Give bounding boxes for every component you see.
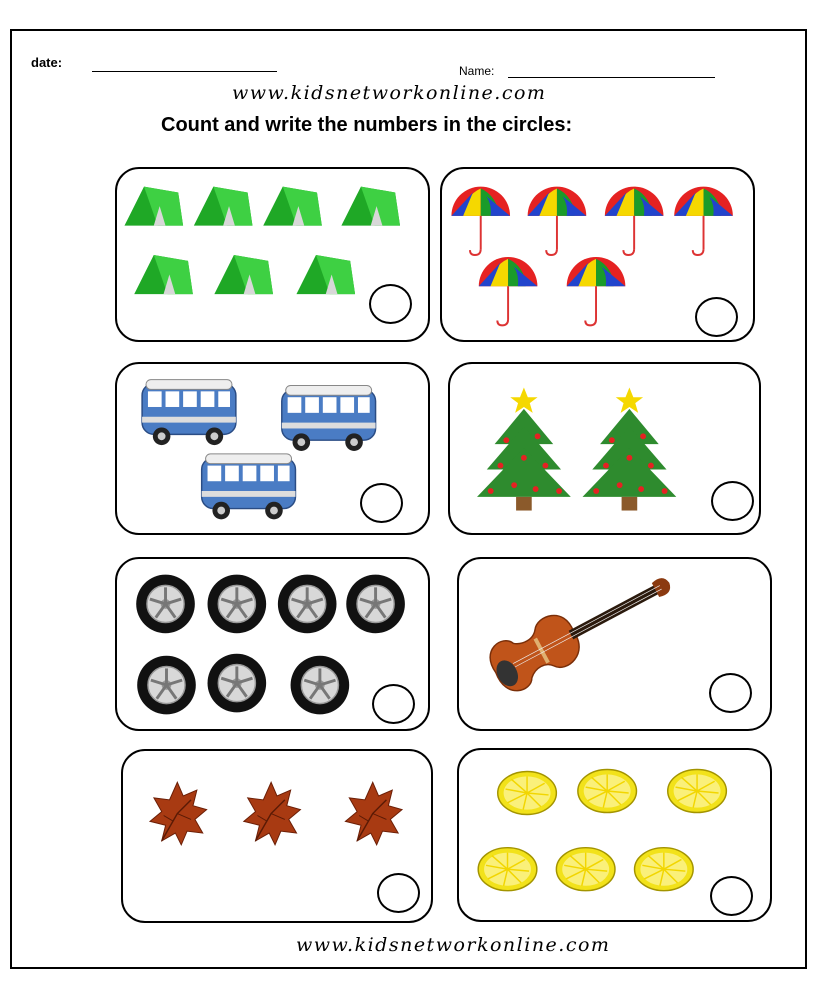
website-footer: www.kidsnetworkonline.com xyxy=(296,934,611,956)
tire-icon xyxy=(346,575,405,634)
card-leaves xyxy=(121,749,433,923)
umbrella-icon xyxy=(605,187,664,255)
tire-icon xyxy=(136,575,195,634)
tire-icon xyxy=(291,656,350,715)
card-umbrellas xyxy=(440,167,755,342)
date-field-line[interactable] xyxy=(92,71,277,72)
answer-circle[interactable] xyxy=(711,481,754,521)
christmas-tree-icon xyxy=(477,387,571,510)
tent-icon xyxy=(194,187,253,226)
lemon-slice-icon xyxy=(668,770,727,813)
lemon-slice-icon xyxy=(478,848,537,891)
name-label: Name: xyxy=(459,64,495,78)
answer-circle[interactable] xyxy=(377,873,420,913)
tire-icon xyxy=(137,656,196,715)
card-trees xyxy=(448,362,761,535)
umbrella-icon xyxy=(674,187,733,255)
tent-icon xyxy=(296,255,355,294)
christmas-tree-icon xyxy=(583,387,677,510)
tent-icon xyxy=(134,255,193,294)
tent-icon xyxy=(214,255,273,294)
lemon-slice-icon xyxy=(556,848,615,891)
van-icon xyxy=(202,454,296,519)
umbrella-icon xyxy=(451,187,510,255)
leaf-icon xyxy=(244,782,301,845)
answer-circle[interactable] xyxy=(710,876,753,916)
tire-icon xyxy=(208,575,267,634)
tire-icon xyxy=(208,654,267,713)
name-field-line[interactable] xyxy=(508,77,715,78)
website-header: www.kidsnetworkonline.com xyxy=(232,82,547,104)
answer-circle[interactable] xyxy=(372,684,415,724)
card-tents xyxy=(115,167,430,342)
card-violin xyxy=(457,557,772,731)
leaf-icon xyxy=(150,782,207,845)
tent-icon xyxy=(341,187,400,226)
lemon-slice-icon xyxy=(498,771,557,814)
tent-icon xyxy=(124,187,183,226)
page-title: Count and write the numbers in the circles: xyxy=(161,114,573,136)
card-tires xyxy=(115,557,430,731)
umbrella-icon xyxy=(528,187,587,255)
lemon-slice-icon xyxy=(578,770,637,813)
date-label: date: xyxy=(31,55,63,70)
card-lemons xyxy=(457,748,772,922)
umbrella-icon xyxy=(567,257,626,325)
answer-circle[interactable] xyxy=(369,284,412,324)
van-icon xyxy=(282,385,376,450)
answer-circle[interactable] xyxy=(709,673,752,713)
leaf-icon xyxy=(345,782,402,845)
tent-icon xyxy=(263,187,322,226)
answer-circle[interactable] xyxy=(360,483,403,523)
answer-circle[interactable] xyxy=(695,297,738,337)
tire-icon xyxy=(278,575,337,634)
violin-icon xyxy=(483,558,681,697)
van-icon xyxy=(142,380,236,445)
lemon-slice-icon xyxy=(635,848,694,891)
card-vans xyxy=(115,362,430,535)
umbrella-icon xyxy=(479,257,538,325)
